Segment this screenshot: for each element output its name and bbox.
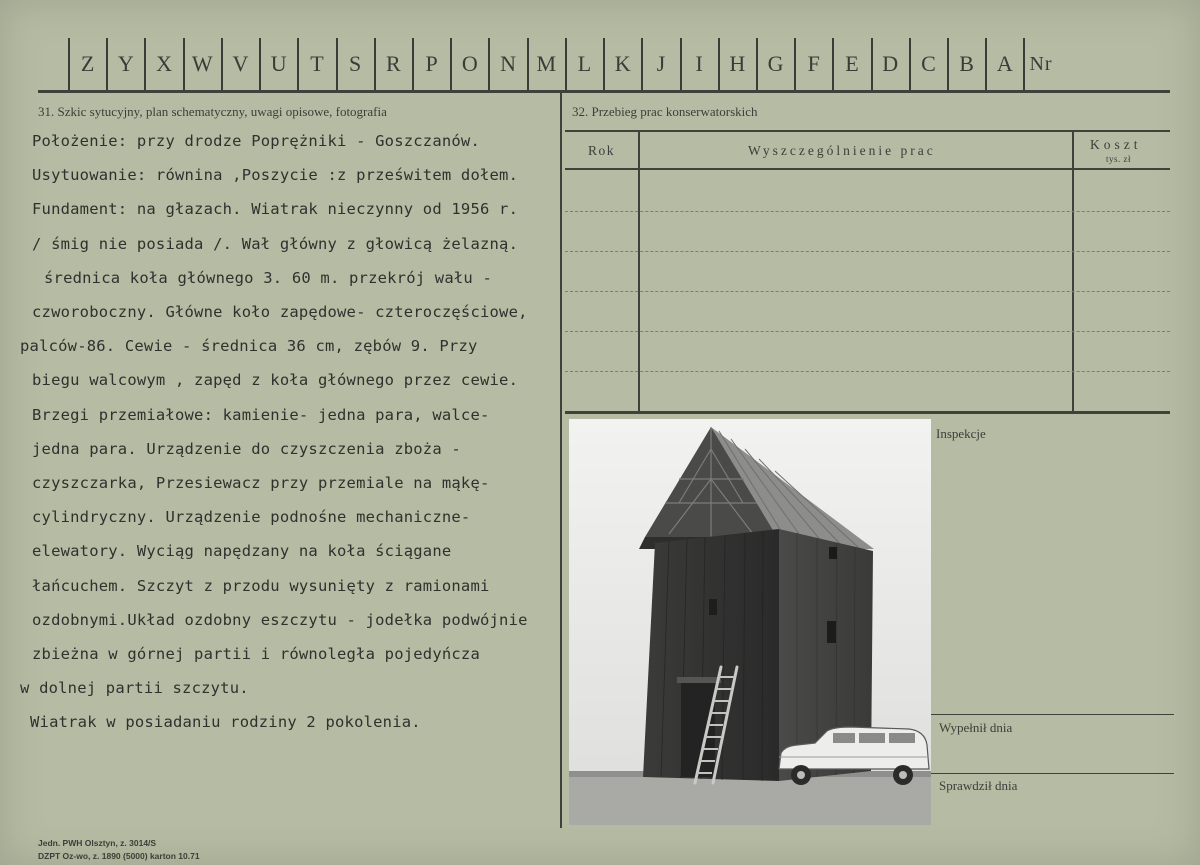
letter-cell: S — [336, 38, 374, 90]
description-line: / śmig nie posiada /. Wał główny z głowicą żelazną. — [32, 234, 519, 253]
letter-cell: P — [412, 38, 450, 90]
letter-cell: W — [183, 38, 221, 90]
description-line: palców-86. Cewie - średnica 36 cm, zębów 9. Przy — [20, 337, 478, 356]
letter-cell: Y — [106, 38, 144, 90]
letter-cell: L — [565, 38, 603, 90]
letter-cell: X — [144, 38, 182, 90]
table-header-rule — [565, 168, 1170, 170]
description-line: zbieżna w górnej partii i równoległa pojedyńcza — [32, 645, 480, 663]
letter-cell: J — [641, 38, 679, 90]
table-row-line — [565, 371, 1170, 372]
description-line: czworoboczny. Główne koło zapędowe- czteroczęściowe, — [32, 303, 528, 321]
header-rule — [38, 90, 1170, 93]
table-row-line — [565, 251, 1170, 252]
table-row-line — [565, 331, 1170, 332]
col-details-header: Wyszczególnienie prac — [748, 143, 936, 158]
letter-cell: T — [297, 38, 335, 90]
nr-label: Nr — [1023, 38, 1075, 90]
table-top-rule — [565, 130, 1170, 132]
table-row-line — [565, 211, 1170, 212]
letter-cell: H — [718, 38, 756, 90]
description-line: cylindryczny. Urządzenie podnośne mechaniczne- — [32, 508, 471, 527]
letter-cell: M — [527, 38, 565, 90]
section-divider — [560, 93, 562, 828]
inspections-label: Inspekcje — [936, 426, 986, 441]
letter-cell: G — [756, 38, 794, 90]
table-bottom-rule — [565, 411, 1170, 414]
description-line: w dolnej partii szczytu. — [20, 679, 249, 698]
windmill-photo — [569, 419, 931, 825]
letter-cell: Z — [68, 38, 106, 90]
col-year-header: Rok — [588, 143, 616, 158]
letter-cell: U — [259, 38, 297, 90]
table-col-rule-2 — [1072, 130, 1074, 412]
letter-cell: N — [488, 38, 526, 90]
letter-index-row — [68, 38, 1076, 92]
footer-line-2: DZPT Oz-wo, z. 1890 (5000) karton 10.71 — [38, 851, 200, 861]
section-32-label: 32. Przebieg prac konserwatorskich — [572, 104, 758, 119]
letter-cell: I — [680, 38, 718, 90]
checked-label: Sprawdził dnia — [939, 778, 1018, 793]
description-line: Fundament: na głazach. Wiatrak nieczynny od 1956 r. — [32, 200, 519, 219]
section-31-label: 31. Szkic sytucyjny, plan schematyczny, uwagi opisowe, fotografia — [38, 104, 387, 119]
letter-cell: F — [794, 38, 832, 90]
description-line: łańcuchem. Szczyt z przodu wysunięty z ramionami — [32, 576, 490, 595]
description-line: Usytuowanie: równina ,Poszycie :z prześwitem dołem. — [32, 166, 519, 185]
windmill-photo-graphic — [569, 419, 931, 825]
letter-cell: D — [871, 38, 909, 90]
filled-label: Wypełnił dnia — [939, 720, 1013, 735]
footer-line-1: Jedn. PWH Olsztyn, z. 3014/S — [38, 838, 157, 848]
col-cost-unit: tys. zł — [1106, 154, 1131, 164]
col-cost-header: Koszt — [1090, 137, 1142, 152]
description-line: biegu walcowym , zapęd z koła głównego przez cewie. — [32, 371, 519, 390]
description-line: czyszczarka, Przesiewacz przy przemiale na mąkę- — [32, 474, 490, 492]
description-line: Wiatrak w posiadaniu rodziny 2 pokolenia. — [30, 713, 421, 732]
letter-cell: C — [909, 38, 947, 90]
checked-rule — [931, 773, 1174, 774]
description-line: elewatory. Wyciąg napędzany na koła ściągane — [32, 542, 452, 561]
letter-cell: E — [832, 38, 870, 90]
letter-cell: O — [450, 38, 488, 90]
description-line: ozdobnymi.Układ ozdobny eszczytu - jodełka podwójnie — [32, 610, 528, 629]
table-row-line — [565, 291, 1170, 292]
table-col-rule-1 — [638, 130, 640, 412]
letter-cell: V — [221, 38, 259, 90]
letter-cell: A — [985, 38, 1023, 90]
description-line: średnica koła głównego 3. 60 m. przekrój wału - — [44, 268, 492, 287]
description-line: jedna para. Urządzenie do czyszczenia zboża - — [32, 439, 461, 458]
description-line: Położenie: przy drodze Poprężniki - Goszczanów. — [32, 132, 480, 150]
letter-cell: K — [603, 38, 641, 90]
description-line: Brzegi przemiałowe: kamienie- jedna para, walce- — [32, 405, 490, 424]
filled-rule — [931, 714, 1174, 715]
letter-cell: B — [947, 38, 985, 90]
letter-cell: R — [374, 38, 412, 90]
